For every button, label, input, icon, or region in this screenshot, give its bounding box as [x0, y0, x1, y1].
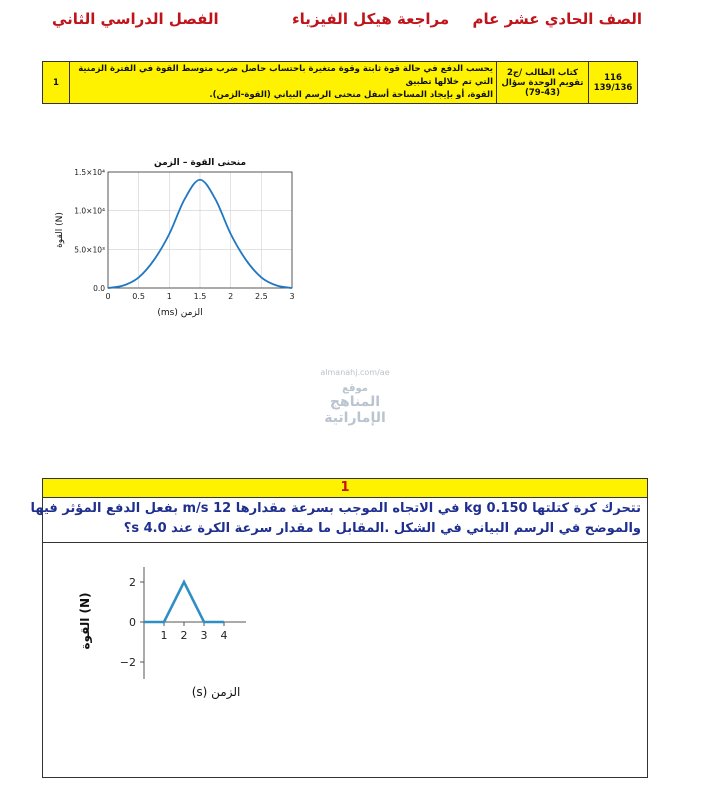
y-tick-label: 5.0×10³	[74, 245, 105, 255]
pages-cell	[589, 62, 638, 104]
watermark	[300, 368, 410, 426]
x-tick-label: 3	[289, 292, 295, 301]
x-tick-label: 2.5	[254, 292, 268, 301]
x-tick-label: 4	[220, 629, 228, 642]
series-line	[144, 582, 224, 622]
page-title: مراجعة هيكل الفيزياء	[292, 10, 450, 28]
book-cell	[497, 62, 589, 104]
question-number: 1	[43, 479, 647, 498]
y-tick-label: 0.0	[93, 284, 105, 293]
y-tick-label: 1.5×10⁴	[74, 168, 105, 177]
reference-table	[42, 61, 638, 104]
watermark-url: almanahj.com/ae	[320, 368, 390, 377]
x-tick-label: 2	[228, 292, 234, 301]
description-line-1: يحسب الدفع في حالة قوة ثابتة وقوة متغيرة باحتساب حاصل ضرب متوسط القوة في الفترة الزمنية التي تم خلالها تطبيق	[78, 64, 493, 87]
grade-title: الصف الحادي عشر عام	[472, 10, 642, 28]
force-time-chart	[40, 150, 310, 325]
y-tick-label: 0	[129, 616, 136, 629]
question-line-2: والموضح في الرسم البياني في الشكل .المقابل ما مقدار سرعة الكرة عند 4.0 s؟	[123, 521, 641, 536]
x-axis-label: الزمن (s)	[191, 685, 241, 699]
chart-title: منحنى القوة – الزمن	[153, 158, 247, 168]
x-tick-label: 1	[166, 292, 172, 301]
book-line-2: تقويم الوحدة سؤال (43-79)	[501, 77, 584, 98]
x-tick-label: 1.5	[193, 292, 207, 301]
y-tick-label: 2	[129, 576, 136, 589]
question-text	[30, 498, 647, 543]
description-cell	[70, 62, 497, 104]
pages-line-1: 116	[604, 72, 622, 83]
question-box	[30, 478, 648, 778]
reference-row	[43, 62, 638, 104]
force-time-triangle-chart	[61, 559, 261, 699]
y-tick-label: 1.0×10⁴	[74, 206, 105, 216]
book-line-1: كتاب الطالب /ج2	[507, 67, 578, 78]
y-tick-label: −2	[119, 656, 136, 669]
x-tick-label: 1	[160, 629, 168, 642]
description-line-2: القوة، أو بإيجاد المساحة أسفل منحنى الرسم البياني (القوة-الزمن).	[209, 90, 493, 100]
y-axis-label: القوة (N)	[55, 212, 65, 248]
x-tick-label: 0	[105, 292, 111, 301]
x-tick-label: 2	[180, 629, 188, 642]
x-tick-label: 0.5	[132, 292, 146, 301]
x-axis-label: الزمن (ms)	[157, 308, 203, 318]
number-cell: 1	[43, 62, 70, 104]
y-axis-label: القوة (N)	[78, 592, 92, 650]
term-title: الفصل الدراسي الثاني	[52, 10, 219, 28]
question-line-1: تتحرك كرة كتلتها 0.150 kg في الاتجاه الموجب بسرعة مقدارها 12 m/s بفعل الدفع المؤثر فيها	[30, 501, 641, 516]
watermark-brand-line-1: موقع	[342, 383, 368, 394]
x-tick-label: 3	[200, 629, 208, 642]
pages-line-2: 139/136	[593, 82, 633, 93]
watermark-brand-line-2: المناهج الإماراتية	[324, 394, 386, 426]
